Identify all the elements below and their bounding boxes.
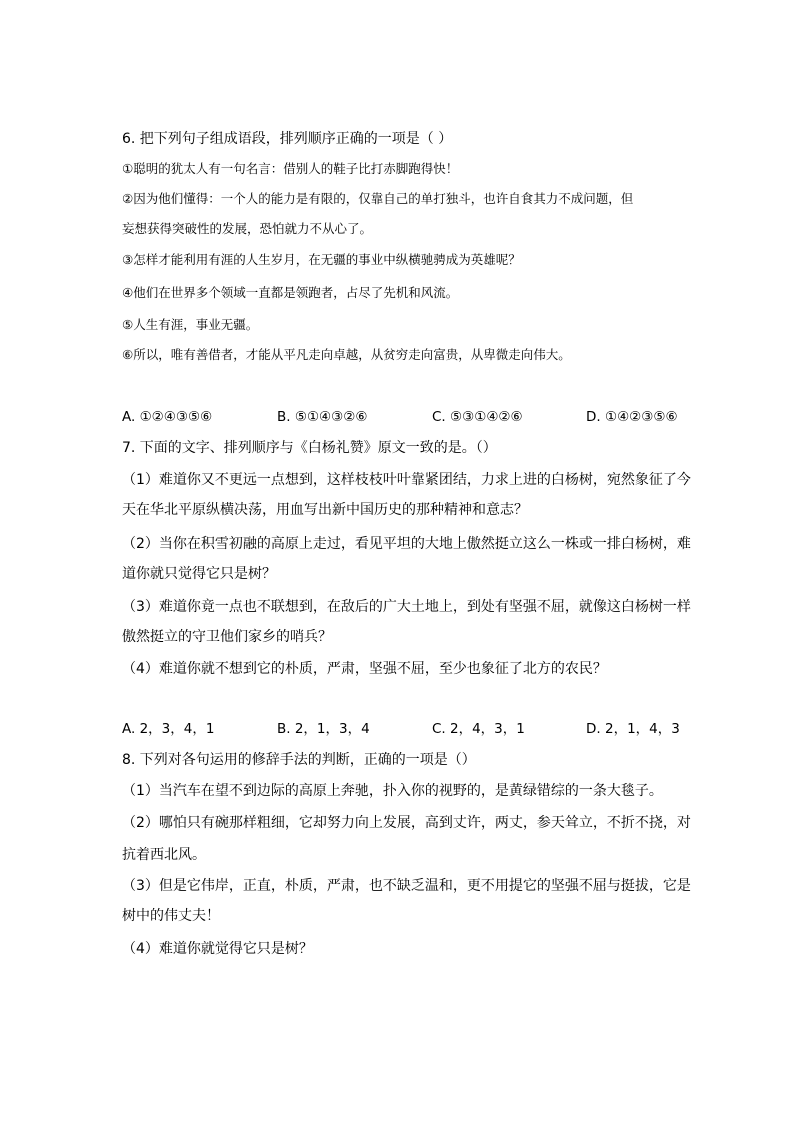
q6-option-d: D. ①④②③⑤⑥ — [586, 409, 678, 425]
q6-sentence-3: ③怎样才能利用有涯的人生岁月，在无疆的事业中纵横驰骋成为英雄呢？ — [122, 252, 521, 267]
q7-option-a: A. 2，3，4，1 — [122, 721, 215, 737]
q7-line-1-cont: 天在华北平原纵横决荡，用血写出新中国历史的那种精神和意志？ — [122, 502, 528, 518]
q7-line-4: （4）难道你就不想到它的朴质，严肃，坚强不屈，至少也象征了北方的农民？ — [122, 661, 607, 677]
q6-sentence-2: ②因为他们懂得：一个人的能力是有限的，仅靠自己的单打独斗，也许自食其力不成问题，但 — [122, 191, 634, 206]
q7-line-2-cont: 道你就只觉得它只是树？ — [122, 566, 276, 582]
q8-line-4: （4）难道你就觉得它只是树？ — [122, 941, 313, 957]
q6-sentence-6: ⑥所以，唯有善借者，才能从平凡走向卓越，从贫穷走向富贵，从卑微走向伟大。 — [122, 347, 571, 362]
q6-sentence-1: ①聪明的犹太人有一句名言：借别人的鞋子比打赤脚跑得快！ — [122, 161, 459, 176]
q6-sentence-5: ⑤人生有涯，事业无疆。 — [122, 317, 259, 332]
q7-stem: 7. 下面的文字、排列顺序与《白杨礼赞》原文一致的是。（） — [122, 440, 497, 456]
q7-line-1: （1）难道你又不更远一点想到，这样枝枝叶叶靠紧团结，力求上进的白杨树，宛然象征了今 — [122, 472, 691, 488]
q8-line-3: （3）但是它伟岸，正直，朴质，严肃，也不缺乏温和，更不用提它的坚强不屈与挺拔，它是 — [122, 878, 691, 894]
q7-line-3-cont: 傲然挺立的守卫他们家乡的哨兵？ — [122, 629, 332, 645]
q7-line-3: （3）难道你竟一点也不联想到，在敌后的广大土地上，到处有坚强不屈，就像这白杨树一样 — [122, 599, 691, 615]
q8-line-3-cont: 树中的伟丈夫！ — [122, 908, 220, 924]
q7-option-d: D. 2，1，4，3 — [586, 721, 680, 737]
q8-line-1: （1）当汽车在望不到边际的高原上奔驰，扑入你的视野的，是黄绿错综的一条大毯子。 — [122, 783, 663, 799]
q6-option-c: C. ⑤③①④②⑥ — [432, 409, 523, 425]
q7-option-b: B. 2，1，3，4 — [277, 721, 370, 737]
q6-sentence-4: ④他们在世界多个领域一直都是领跑者，占尽了先机和风流。 — [122, 285, 459, 300]
q6-sentence-2-cont: 妄想获得突破性的发展，恐怕就力不从心了。 — [122, 221, 373, 236]
q6-option-b: B. ⑤①④③②⑥ — [277, 409, 368, 425]
q7-option-c: C. 2，4，3，1 — [432, 721, 525, 737]
q8-line-2: （2）哪怕只有碗那样粗细，它却努力向上发展，高到丈许，两丈，参天耸立，不折不挠，对 — [122, 815, 691, 831]
q8-stem: 8. 下列对各句运用的修辞手法的判断，正确的一项是（） — [122, 752, 476, 768]
q7-line-2: （2）当你在积雪初融的高原上走过，看见平坦的大地上傲然挺立这么一株或一排白杨树，难 — [122, 536, 691, 552]
q8-line-2-cont: 抗着西北风。 — [122, 847, 206, 863]
q6-stem: 6. 把下列句子组成语段，排列顺序正确的一项是（ ） — [122, 131, 453, 147]
q6-option-a: A. ①②④③⑤⑥ — [122, 409, 213, 425]
